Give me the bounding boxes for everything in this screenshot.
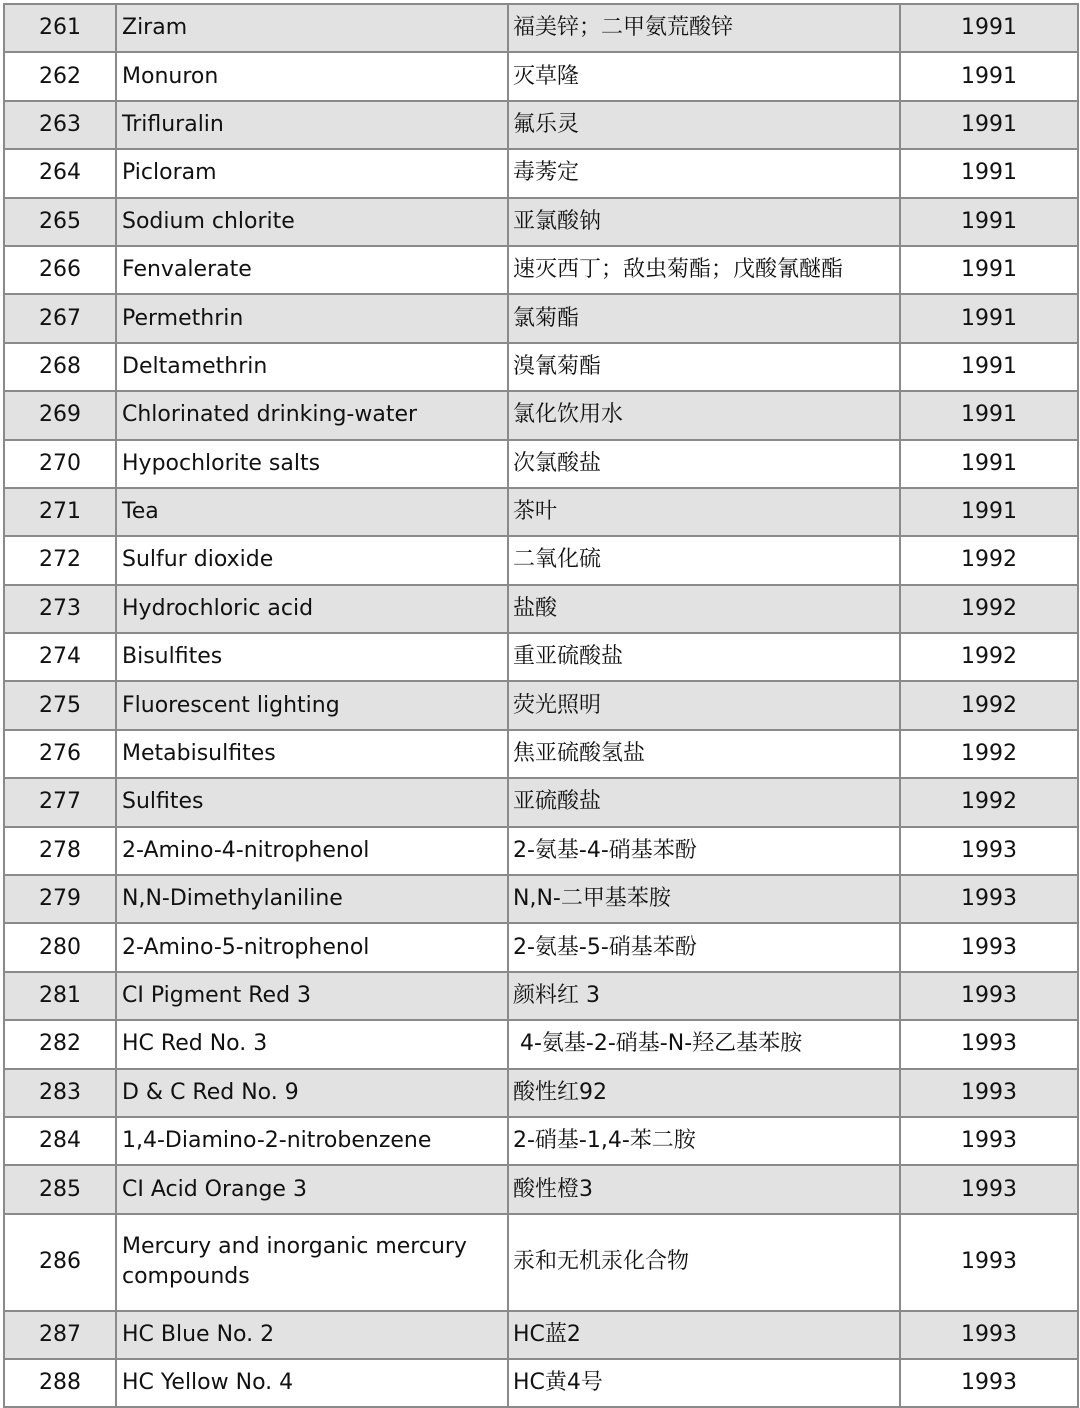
- chinese-name-cell: HC蓝2: [508, 1311, 900, 1359]
- table-row: [4, 101, 1078, 149]
- table-body: [4, 4, 1078, 1407]
- year-cell: 1992: [900, 681, 1078, 729]
- english-name-cell: Sulfites: [116, 778, 508, 826]
- chinese-name-cell: 氯菊酯: [508, 294, 900, 342]
- row-number-cell: 287: [4, 1311, 116, 1359]
- row-number-cell: 266: [4, 246, 116, 294]
- table-row: [4, 440, 1078, 488]
- year-cell: 1992: [900, 633, 1078, 681]
- chinese-name-cell: 毒莠定: [508, 149, 900, 197]
- table-row: [4, 1359, 1078, 1407]
- chinese-name-cell: 酸性橙3: [508, 1165, 900, 1213]
- chinese-name-cell: 盐酸: [508, 585, 900, 633]
- row-number-cell: 268: [4, 343, 116, 391]
- row-number-cell: 288: [4, 1359, 116, 1407]
- year-cell: 1993: [900, 1069, 1078, 1117]
- row-number-cell: 264: [4, 149, 116, 197]
- table-row: [4, 730, 1078, 778]
- english-name-cell: 2-Amino-4-nitrophenol: [116, 827, 508, 875]
- table-row: [4, 4, 1078, 52]
- year-cell: 1991: [900, 246, 1078, 294]
- table-row: [4, 681, 1078, 729]
- year-cell: 1993: [900, 923, 1078, 971]
- chinese-name-cell: 二氧化硫: [508, 536, 900, 584]
- table-row: [4, 52, 1078, 100]
- english-name-cell: HC Blue No. 2: [116, 1311, 508, 1359]
- english-name-cell: Fluorescent lighting: [116, 681, 508, 729]
- table-row: [4, 1020, 1078, 1068]
- table-row: [4, 633, 1078, 681]
- table-row: [4, 488, 1078, 536]
- english-name-cell: CI Pigment Red 3: [116, 972, 508, 1020]
- english-name-cell: D & C Red No. 9: [116, 1069, 508, 1117]
- row-number-cell: 265: [4, 198, 116, 246]
- english-name-cell: N,N-Dimethylaniline: [116, 875, 508, 923]
- year-cell: 1993: [900, 1020, 1078, 1068]
- chinese-name-cell: 茶叶: [508, 488, 900, 536]
- table-row: [4, 198, 1078, 246]
- english-name-cell: Tea: [116, 488, 508, 536]
- english-name-cell: 2-Amino-5-nitrophenol: [116, 923, 508, 971]
- row-number-cell: 278: [4, 827, 116, 875]
- chinese-name-cell: 福美锌；二甲氨荒酸锌: [508, 4, 900, 52]
- table-row: [4, 294, 1078, 342]
- chinese-name-cell: 颜料红 3: [508, 972, 900, 1020]
- year-cell: 1991: [900, 149, 1078, 197]
- english-name-cell: CI Acid Orange 3: [116, 1165, 508, 1213]
- year-cell: 1991: [900, 488, 1078, 536]
- row-number-cell: 261: [4, 4, 116, 52]
- chinese-name-cell: 2-氨基-4-硝基苯酚: [508, 827, 900, 875]
- table-row: [4, 1311, 1078, 1359]
- chinese-name-cell: 荧光照明: [508, 681, 900, 729]
- year-cell: 1993: [900, 875, 1078, 923]
- year-cell: 1991: [900, 391, 1078, 439]
- row-number-cell: 274: [4, 633, 116, 681]
- row-number-cell: 270: [4, 440, 116, 488]
- year-cell: 1991: [900, 4, 1078, 52]
- table-row: [4, 343, 1078, 391]
- row-number-cell: 269: [4, 391, 116, 439]
- carcinogen-table: [3, 3, 1079, 1408]
- year-cell: 1993: [900, 827, 1078, 875]
- row-number-cell: 286: [4, 1214, 116, 1311]
- row-number-cell: 277: [4, 778, 116, 826]
- year-cell: 1993: [900, 972, 1078, 1020]
- year-cell: 1991: [900, 101, 1078, 149]
- table-row: [4, 827, 1078, 875]
- table-row: [4, 391, 1078, 439]
- table-row: [4, 1165, 1078, 1213]
- chinese-name-cell: 重亚硫酸盐: [508, 633, 900, 681]
- chinese-name-cell: 溴氰菊酯: [508, 343, 900, 391]
- chinese-name-cell: 氟乐灵: [508, 101, 900, 149]
- row-number-cell: 267: [4, 294, 116, 342]
- english-name-cell: Bisulfites: [116, 633, 508, 681]
- year-cell: 1992: [900, 585, 1078, 633]
- table-row: [4, 149, 1078, 197]
- chinese-name-cell: 亚硫酸盐: [508, 778, 900, 826]
- year-cell: 1991: [900, 294, 1078, 342]
- table-row: [4, 875, 1078, 923]
- table-row: [4, 972, 1078, 1020]
- row-number-cell: 284: [4, 1117, 116, 1165]
- year-cell: 1992: [900, 536, 1078, 584]
- english-name-cell: Hypochlorite salts: [116, 440, 508, 488]
- chinese-name-cell: 速灭西丁；敌虫菊酯；戊酸氰醚酯: [508, 246, 900, 294]
- row-number-cell: 285: [4, 1165, 116, 1213]
- english-name-cell: 1,4-Diamino-2-nitrobenzene: [116, 1117, 508, 1165]
- english-name-cell: Sulfur dioxide: [116, 536, 508, 584]
- row-number-cell: 276: [4, 730, 116, 778]
- row-number-cell: 281: [4, 972, 116, 1020]
- row-number-cell: 279: [4, 875, 116, 923]
- row-number-cell: 275: [4, 681, 116, 729]
- row-number-cell: 271: [4, 488, 116, 536]
- year-cell: 1993: [900, 1117, 1078, 1165]
- english-name-cell: Picloram: [116, 149, 508, 197]
- english-name-cell: Metabisulfites: [116, 730, 508, 778]
- chinese-name-cell: 4-氨基-2-硝基-N-羟乙基苯胺: [508, 1020, 900, 1068]
- english-name-cell: Sodium chlorite: [116, 198, 508, 246]
- chinese-name-cell: 酸性红92: [508, 1069, 900, 1117]
- english-name-cell: HC Yellow No. 4: [116, 1359, 508, 1407]
- english-name-cell: Deltamethrin: [116, 343, 508, 391]
- chinese-name-cell: 2-硝基-1,4-苯二胺: [508, 1117, 900, 1165]
- chinese-name-cell: 次氯酸盐: [508, 440, 900, 488]
- chinese-name-cell: 汞和无机汞化合物: [508, 1214, 900, 1311]
- english-name-cell: Mercury and inorganic mercury compounds: [116, 1214, 508, 1311]
- english-name-cell: Hydrochloric acid: [116, 585, 508, 633]
- table-row: [4, 923, 1078, 971]
- chinese-name-cell: 焦亚硫酸氢盐: [508, 730, 900, 778]
- table-row: [4, 585, 1078, 633]
- english-name-cell: HC Red No. 3: [116, 1020, 508, 1068]
- english-name-cell: Ziram: [116, 4, 508, 52]
- row-number-cell: 283: [4, 1069, 116, 1117]
- year-cell: 1991: [900, 440, 1078, 488]
- chinese-name-cell: HC黄4号: [508, 1359, 900, 1407]
- year-cell: 1991: [900, 343, 1078, 391]
- chinese-name-cell: 灭草隆: [508, 52, 900, 100]
- table-row: [4, 536, 1078, 584]
- english-name-cell: Fenvalerate: [116, 246, 508, 294]
- row-number-cell: 262: [4, 52, 116, 100]
- year-cell: 1993: [900, 1165, 1078, 1213]
- table-row: [4, 246, 1078, 294]
- year-cell: 1992: [900, 730, 1078, 778]
- table-row: [4, 1214, 1078, 1311]
- english-name-cell: Trifluralin: [116, 101, 508, 149]
- year-cell: 1991: [900, 52, 1078, 100]
- year-cell: 1993: [900, 1359, 1078, 1407]
- row-number-cell: 272: [4, 536, 116, 584]
- data-table-container: [3, 3, 1077, 1404]
- year-cell: 1992: [900, 778, 1078, 826]
- english-name-cell: Chlorinated drinking-water: [116, 391, 508, 439]
- year-cell: 1991: [900, 198, 1078, 246]
- chinese-name-cell: 氯化饮用水: [508, 391, 900, 439]
- row-number-cell: 280: [4, 923, 116, 971]
- row-number-cell: 273: [4, 585, 116, 633]
- chinese-name-cell: N,N-二甲基苯胺: [508, 875, 900, 923]
- english-name-cell: Permethrin: [116, 294, 508, 342]
- year-cell: 1993: [900, 1311, 1078, 1359]
- row-number-cell: 263: [4, 101, 116, 149]
- english-name-cell: Monuron: [116, 52, 508, 100]
- chinese-name-cell: 2-氨基-5-硝基苯酚: [508, 923, 900, 971]
- chinese-name-cell: 亚氯酸钠: [508, 198, 900, 246]
- row-number-cell: 282: [4, 1020, 116, 1068]
- table-row: [4, 778, 1078, 826]
- table-row: [4, 1069, 1078, 1117]
- table-row: [4, 1117, 1078, 1165]
- year-cell: 1993: [900, 1214, 1078, 1311]
